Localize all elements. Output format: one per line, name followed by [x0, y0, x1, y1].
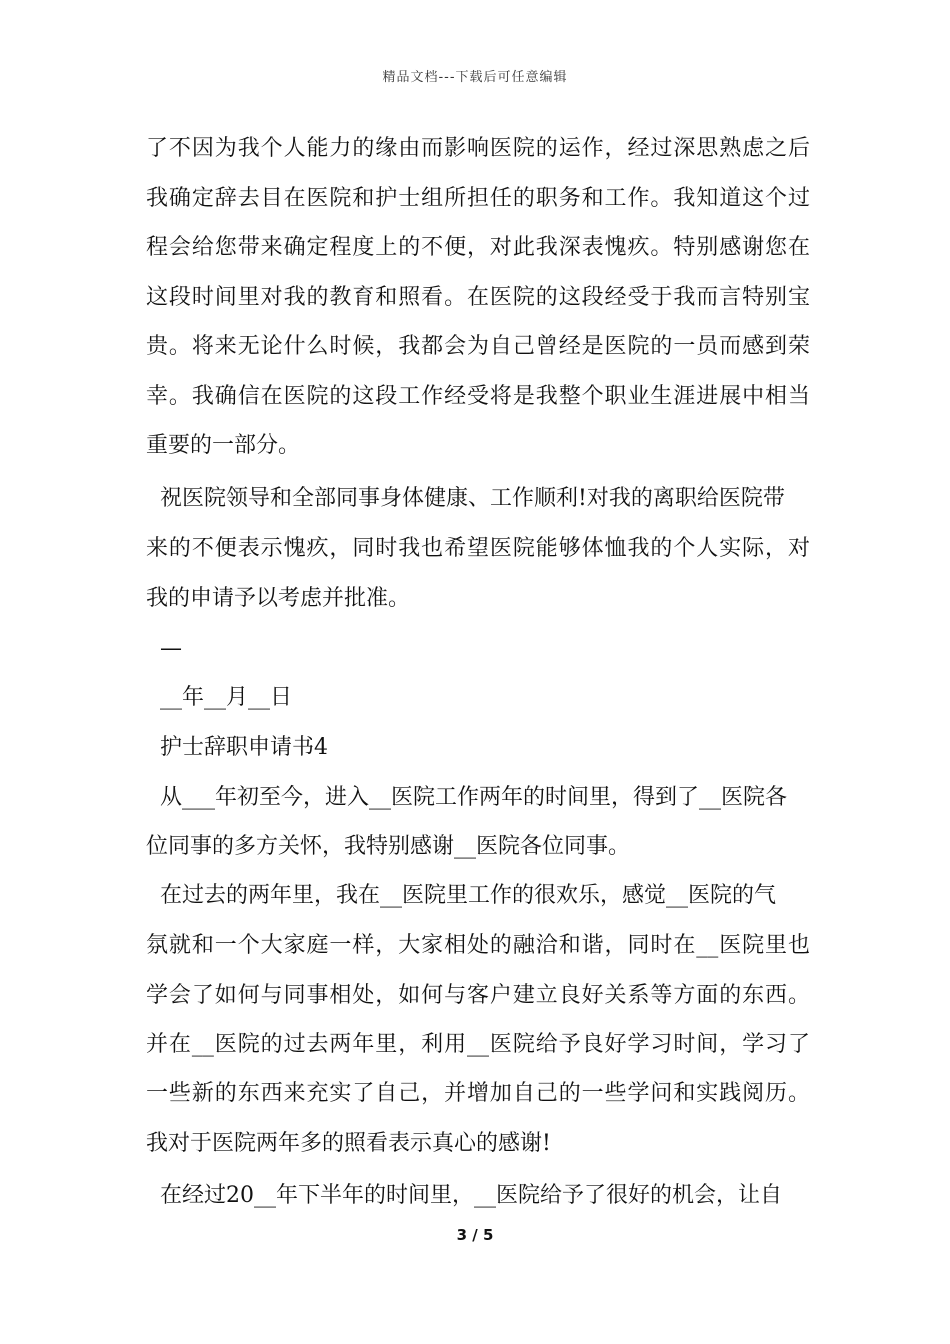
text-line: 我的申请予以考虑并批准。 [146, 586, 411, 611]
text-line: — [146, 636, 182, 661]
text-line: 氛就和一个大家庭一样，大家相处的融洽和谐，同时在__医院里也 [146, 933, 810, 958]
text-line: 幸。我确信在医院的这段工作经受将是我整个职业生涯进展中相当 [146, 384, 810, 409]
text-line: 了不因为我个人能力的缘由而影响医院的运作，经过深思熟虑之后 [146, 136, 810, 161]
date-line: __年__月__日 [146, 685, 292, 710]
text-line: 程会给您带来确定程度上的不便，对此我深表愧疚。特别感谢您在 [146, 235, 810, 260]
text-line: 这段时间里对我的教育和照看。在医院的这段经受于我而言特别宝 [146, 285, 810, 310]
text-line: 从___年初至今，进入__医院工作两年的时间里，得到了__医院各 [146, 785, 787, 810]
text-line: 并在__医院的过去两年里，利用__医院给予良好学习时间，学习了 [146, 1032, 810, 1057]
text-line: 在经过20__年下半年的时间里，__医院给予了很好的机会，让自 [146, 1183, 782, 1208]
section-title: 护士辞职申请书4 [146, 735, 328, 760]
text-line: 位同事的多方关怀，我特别感谢__医院各位同事。 [146, 834, 631, 859]
text-line: 学会了如何与同事相处，如何与客户建立良好关系等方面的东西。 [146, 983, 810, 1008]
text-line: 一些新的东西来充实了自己，并增加自己的一些学问和实践阅历。 [146, 1081, 810, 1106]
text-line: 来的不便表示愧疚，同时我也希望医院能够体恤我的个人实际，对 [146, 536, 810, 561]
text-line: 我确定辞去目在医院和护士组所担任的职务和工作。我知道这个过 [146, 186, 810, 211]
page-header: 精品文档---下载后可任意编辑 [382, 70, 568, 85]
text-line: 我对于医院两年多的照看表示真心的感谢! [146, 1131, 551, 1156]
page-number: 3 / 5 [456, 1226, 494, 1244]
text-line: 在过去的两年里，我在__医院里工作的很欢乐，感觉__医院的气 [146, 883, 776, 908]
text-line: 贵。将来无论什么时候，我都会为自己曾经是医院的一员而感到荣 [146, 334, 810, 359]
text-line: 重要的一部分。 [146, 433, 301, 458]
text-line: 祝医院领导和全部同事身体健康、工作顺利!对我的离职给医院带 [146, 486, 785, 511]
